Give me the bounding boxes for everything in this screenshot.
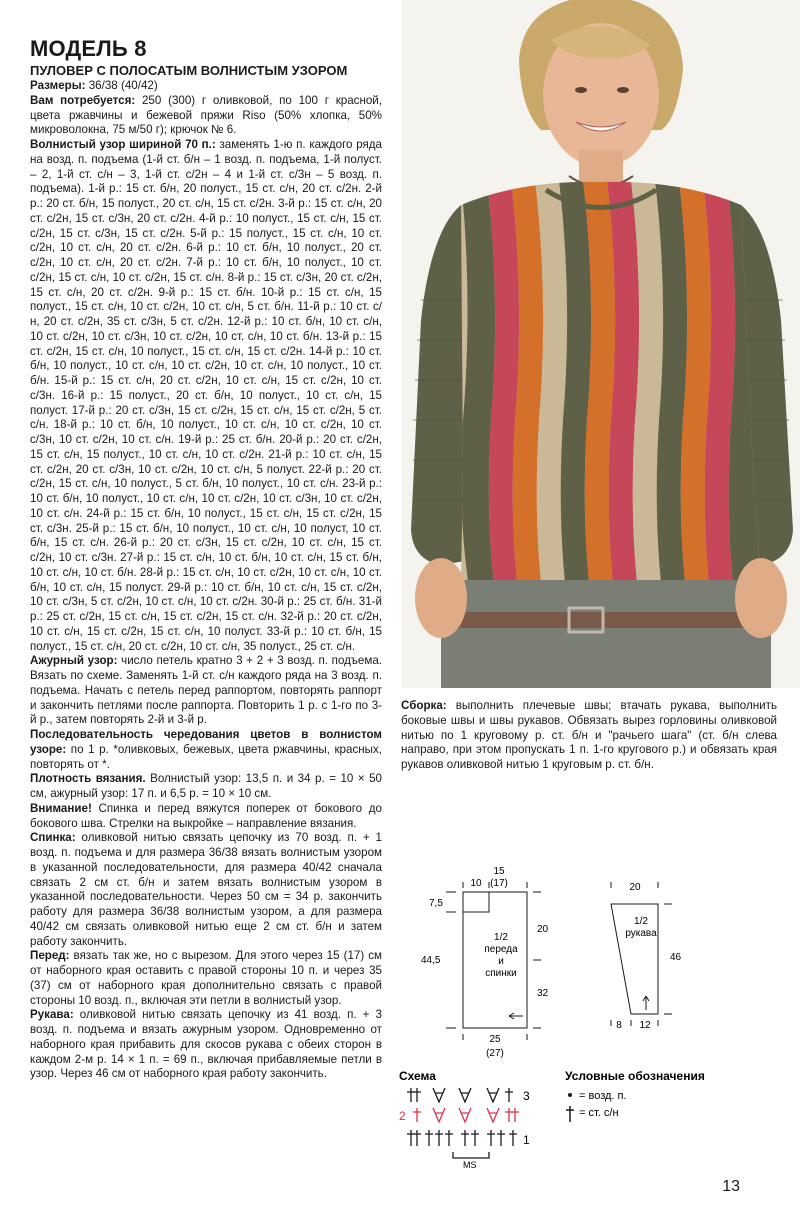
back-text: оливковой нитью связать цепочку из 70 возд. п. + 1 возд. п. подъема и для размера 36/38 вязать волнистым узором в указанной последовательности, для размера 40/42 сначала связать 2 см ст. б/н и затем вязать волнистым узором в указанной последовательности. Через 50 см = 34 р. закончить работу для размера 36/38 волнистым узором, а для размера 40/42 см связать оливковой нитью еще 2 см ст. б/н и затем работу закончить. [30,831,382,948]
back-paragraph [30,831,382,949]
materials-paragraph [30,94,382,138]
assembly-label: Сборка: [401,699,447,712]
lace-pattern-label: Ажурный узор: [30,654,118,668]
sleeves-text: оливковой нитью связать цепочку из 41 возд. п. + 3 возд. п. подъема и вязать ажурным узором. Одновременно от наборного края прибавить для скосов рукава с обеих сторон в каждом 2-м р. 14 × 1 п. = 69 п., включая прибавляемые петли в узор. Через 46 см от наборного края работу закончить. [30,1008,382,1081]
schema-row-2 [413,1108,519,1122]
sleeves-paragraph [30,1008,382,1082]
schema-title: Схема [399,1069,436,1083]
pattern1-label-line4: спинки [485,968,517,979]
materials-label: Вам потребуется: [30,93,136,107]
density-paragraph [30,772,382,802]
legend-item-2: = ст. с/н [579,1107,619,1119]
model-subtitle: ПУЛОВЕР С ПОЛОСАТЫМ ВОЛНИСТЫМ УЗОРОМ [30,63,348,78]
pattern1-right-lower: 32 [537,988,549,999]
schema-row-1-label: 1 [523,1133,530,1147]
materials-text: 250 (300) г оливковой, по 100 г красной, цвета ржавчины и бежевой пряжи Riso (50% хлопка, 50% микроволокна, 75 м/50 г); крючок № 6. [30,93,383,137]
attention-label: Внимание! [30,801,92,815]
page-number: 13 [722,1178,740,1195]
model-photo-illustration [401,0,800,688]
assembly-text: выполнить плечевые швы; втачать рукава, выполнить боковые швы и швы рукавов. Обвязать вырез горловины оливковой нитью по 1 круговому р. ст. б/н и "рачьего шага" (ст. б/н слева направо, при этом пропускать 1 п. 1-го кругового р.) и обвязать края рукавов оливковой нитью 1 круговым р. ст. б/н. [401,699,777,771]
pattern1-left-height: 44,5 [421,955,441,966]
pattern1-bottom: 25 [489,1034,501,1045]
sizes-label: Размеры: [30,79,86,92]
sleeves-label: Рукава: [30,1008,74,1022]
pattern2-bottom-left: 8 [616,1020,622,1031]
schema-row-3-label: 3 [523,1089,530,1103]
pattern1-label-line3: и [498,956,504,967]
front-paragraph [30,949,382,1008]
schema-row-2-label: 2 [399,1109,406,1123]
sizes-paragraph [30,79,382,94]
schema-row-1 [407,1130,517,1158]
model-photo [401,0,800,688]
right-column [401,699,777,773]
pattern-diagrams-svg [401,860,800,1060]
sleeve-pattern [611,882,672,1026]
pattern1-label-line2: переда [484,944,518,955]
pattern1-neck-depth: 7,5 [429,898,443,909]
attention-text: Спинка и перед вяжутся поперек от бокового до бокового шва. Стрелки на выкройке – направление вязания. [30,801,382,830]
pattern-diagrams [401,860,800,1060]
density-label: Плотность вязания. [30,772,146,786]
pattern1-bottom-alt: (27) [486,1048,504,1059]
pattern1-top-left: 10 [470,878,482,889]
front-label: Перед: [30,949,70,963]
schema-legend-svg [395,1064,795,1184]
pattern2-bottom-right: 12 [639,1020,651,1031]
schema-row-3 [407,1088,513,1102]
pattern1-top-total: 15 [493,866,505,877]
pattern1-top-total-alt: (17) [490,878,508,889]
legend-item-1: = возд. п. [579,1090,627,1102]
pattern2-top: 20 [629,882,641,893]
left-column [30,36,382,1082]
schema-legend-area [395,1064,795,1184]
front-back-pattern [446,882,541,1040]
pattern1-label-line1: 1/2 [494,932,508,943]
color-sequence-paragraph [30,728,382,772]
sizes-text: 36/38 (40/42) [85,79,158,92]
wavy-pattern-text: заменять 1-ю п. каждого ряда на возд. п. подъема (1-й ст. б/н – 1 возд. п. подъема, 1-й полуст. – 2, 1-й ст. с/н – 3, 1-й ст. с/2н – 4 и 1-й ст. с/3н – 5 возд. п. подъема). 1-й р.: 15 ст. б/н, 20 полуст., 15 ст. с/н, 20 ст. с/2н. 2-й р.: 20 ст. б/н, 15 полуст., 20 ст. с/н, 15 ст. с/2н. 3-й р.: 15 ст. с/н, 20 ст. с/2н, 15 ст. с/3н, 20 ст. с/2н. 4-й р.: 10 полуст., 15 ст. с/н, 15 ст. с/2н, 15 ст. с/3н, 15 ст. с/2н. 5-й р.: 15 полуст., 15 ст. с/н, 10 ст. с/2н, 10 ст. с/н, 20 ст. с/2н. 6-й р.: 10 ст. б/н, 10 полуст., 20 ст. с/2н, 10 ст. с/н, 20 ст. с/2н. 7-й р.: 10 ст. б/н, 10 полуст., 10 ст. с/2н, 15 ст. с/н, 10 ст. с/2н, 15 ст. с/н. 8-й р.: 15 ст. с/3н, 20 ст. с/2н, 15 ст. с/н, 20 ст. с/2н. 9-й р.: 15 ст. б/н. 10-й р.: 15 ст. с/н, 15 полуст., 15 ст. с/н, 10 ст. с/2н, 10 ст. с/н, 5 ст. б/н. 11-й р.: 10 ст. с/н, 20 ст. с/2н, 35 ст. с/3н, 5 ст. с/2н. 12-й р.: 10 ст. б/н, 10 ст. с/н, 10 ст. с/2н, 10 ст. с/3н, 10 ст. с/2н, 10 ст. с/н, 10 ст. б/н. 13-й р.: 15 ст. с/2н, 15 ст. с/н, 10 полуст., 15 ст. с/н, 15 ст. с/2н. 14-й р.: 10 ст. б/н, 10 полуст., 10 ст. с/н, 10 ст. с/2н, 10 ст. с/н, 10 полуст., 10 ст. б/н. 15-й р.: 15 ст. с/н, 20 ст. с/2н, 10 ст. с/н, 15 ст. с/2н, 10 ст. с/3н. 16-й р.: 15 полуст., 20 ст. б/н, 10 полуст., 10 ст. с/н, 15 полуст. 17-й р.: 20 ст. с/3н, 15 ст. с/2н, 15 ст. с/н, 15 ст. с/2н, 5 ст. с/н. 18-й р.: 10 ст. б/н, 10 полуст., 10 ст. с/н, 10 ст. с/2н, 10 ст. с/3н, 10 ст. с/2н, 10 ст. с/н. 19-й р.: 25 ст. б/н. 20-й р.: 20 ст. с/2н, 15 ст. с/н, 15 полуст., 10 ст. с/н, 10 ст. с/2н. 21-й р.: 10 ст. с/н, 15 ст. с/2н, 20 ст. с/3н, 10 ст. с/2н, 10 ст. с/н, 5 полуст. 22-й р.: 20 ст. с/2н, 15 ст. с/н, 10 полуст., 5 ст. б/н, 10 полуст., 10 ст. с/н. 23-й р.: 10 ст. б/н, 10 полуст., 10 ст. с/н, 10 ст. с/2н, 10 ст. с/3н, 10 ст. с/2н, 10 ст. с/н. 24-й р.: 15 ст. б/н, 10 полуст., 15 ст. с/н, 15 ст. с/2н, 15 ст. с/3н. 25-й р.: 15 ст. б/н, 10 полуст., 10 ст. с/н, 10 полуст, 10 ст. б/н, 15 ст. с/н. 26-й р.: 20 ст. с/3н, 15 ст. с/2н, 10 ст. с/н, 15 ст. с/2н, 10 ст. с/3н. 27-й р.: 15 ст. с/н, 10 ст. б/н, 10 ст. с/н, 15 ст. б/н, 10 ст. с/н, 10 ст. б/н. 28-й р.: 15 ст. с/н, 10 ст. с/2н, 10 ст. с/н, 10 ст. б/н, 10 ст. с/н, 15 полуст. 29-й р.: 10 ст. б/н, 10 ст. с/н, 15 ст. с/2н, 10 ст. с/3н, 5 ст. с/2н, 10 ст. с/н, 10 ст. с/2н. 30-й р.: 25 ст. б/н. 31-й р.: 25 ст. с/2н, 15 ст. с/н, 15 ст. с/2н, 15 ст. с/н. 32-й р.: 20 ст. с/2н, 10 ст. с/н, 15 ст. с/2н, 15 ст. с/н, 10 полуст. 33-й р.: 10 ст. б/н, 15 полуст., 15 ст. с/н, 20 ст. с/2н, 10 ст. с/н, 35 полуст., 25 ст. с/н. [30,138,383,653]
pattern2-label-line2: рукава [625,928,657,939]
wavy-pattern-label: Волнистый узор шириной 70 п.: [30,138,216,151]
front-text: вязать так же, но с вырезом. Для этого через 15 (17) см от наборного края оставить с правой стороны 10 п. и через 35 (37) см от наборного края дополнительно связать с правой стороны 10 возд. п., включая эти петли в волнистый узор. [30,949,382,1007]
pattern1-right-upper: 20 [537,924,549,935]
back-label: Спинка: [30,831,76,845]
lace-pattern-paragraph [30,654,382,728]
legend-dc-symbol [566,1106,574,1122]
color-sequence-text: по 1 р. *оливковых, бежевых, цвета ржавчины, красных, повторять от *. [30,742,382,771]
pattern2-height: 46 [670,952,682,963]
density-text: Волнистый узор: 13,5 п. и 34 р. = 10 × 50 см, ажурный узор: 17 п. и 6,5 р. = 10 × 10 см. [30,772,382,800]
assembly-paragraph [401,699,777,773]
neckline-cutout [463,892,489,912]
legend-title: Условные обозначения [565,1069,705,1083]
color-sequence-label: Последовательность чередования цветов в волнистом узоре: [30,728,382,756]
pattern2-label-line1: 1/2 [634,916,648,927]
schema-rapport-label: MS [463,1160,477,1170]
lace-pattern-text: число петель кратно 3 + 2 + 3 возд. п. подъема. Вязать по схеме. Заменять 1-й ст. с/н каждого ряда на 3 возд. п. подъема. Начать с петель перед раппортом, повторять раппорт и закончить петлями после раппорта. Повторить 1 р. с 1-го по 3-й р., затем повторять 2-й и 3-й р. [30,654,382,727]
wavy-pattern-paragraph [30,138,382,654]
attention-paragraph [30,802,382,832]
model-title: МОДЕЛЬ 8 [30,36,147,61]
legend-chain-symbol [568,1093,572,1097]
